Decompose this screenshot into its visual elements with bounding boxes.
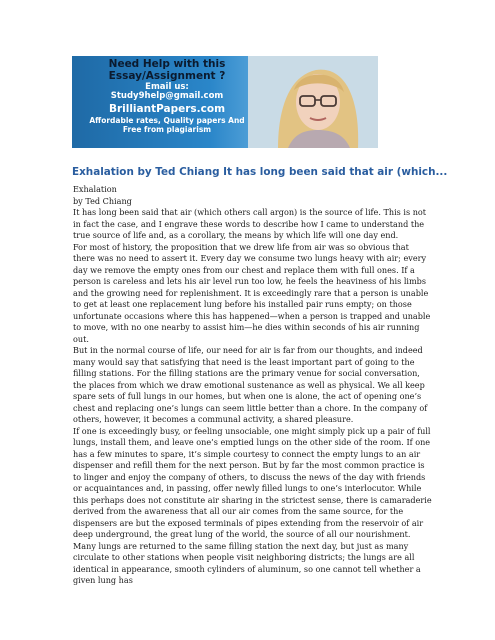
banner-tagline: Affordable rates, Quality papers And Free from plagiarism bbox=[89, 116, 245, 134]
woman-with-glasses-photo bbox=[248, 56, 378, 148]
paragraph: It has long been said that air (which others call argon) is the source of life. This is not in fact the case, and I engrave these words to describe how I came to understand the true source of life and, as a corollary, the means by which life will one day end. bbox=[73, 207, 427, 240]
document-body bbox=[73, 184, 433, 587]
document-title[interactable]: Exhalation by Ted Chiang It has long been said that air (which... bbox=[72, 166, 448, 178]
paragraph: But in the normal course of life, our need for air is far from our thoughts, and indeed many would say that satisfying that need is the least important part of going to the filling stations. For the filling stations are the primary venue for social conversation, the places from which we draw emotional sustenance as well as physical. We all keep spare sets of full lungs in our homes, but when one is alone, the act of opening one’s chest and replacing one’s lungs can seem little better than a chore. In the company of others, however, it becomes a communal activity, a shared pleasure. bbox=[73, 345, 428, 424]
banner-email-label: Email us: bbox=[145, 82, 189, 93]
paragraph: If one is exceedingly busy, or feeling unsociable, one might simply pick up a pair of full lungs, install them, and leave one’s emptied lungs on the other side of the room. If one has a few minutes to spare, it’s simple courtesy to connect the empty lungs to an air dispenser and refill them for the next person. But by far the most common practice is to linger and enjoy the company of others, to discuss the news of the day with friends or acquaintances and, in passing, offer newly filled lungs to one’s interlocutor. While this perhaps does not constitute air sharing in the strictest sense, there is camaraderie derived from the awareness that all our air comes from the same source, for the dispensers are but the exposed terminals of pipes extending from the reservoir of air deep underground, the great lung of the world, the source of all our nourishment. bbox=[73, 425, 432, 539]
banner-site-name: BrilliantPapers.com bbox=[108, 102, 226, 115]
banner-text bbox=[82, 59, 252, 134]
story-author: by Ted Chiang bbox=[73, 195, 132, 206]
paragraph: For most of history, the proposition that we drew life from air was so obvious that there was no need to assert it. Every day we consume two lungs heavy with air; every day we remove the empty ones from our chest and replace them with full ones. If a person is careless and lets his air level run too low, he feels the heaviness of his limbs and the growing need for replenishment. It is exceedingly rare that a person is unable to get at least one replacement lung before his installed pair runs empty; on those unfortunate occasions where this has happened—when a person is trapped and unable to move, with no one nearby to assist him—he dies within seconds of his air running out. bbox=[73, 241, 431, 344]
banner-headline: Need Help with this Essay/Assignment ? bbox=[108, 58, 226, 82]
story-title: Exhalation bbox=[73, 184, 117, 194]
advertisement-banner[interactable] bbox=[72, 56, 378, 148]
banner-email-address: Study9help@gmail.com bbox=[110, 91, 224, 102]
paragraph: Many lungs are returned to the same filling station the next day, but just as many circulate to other stations when people visit neighboring districts; the lungs are all identical in appearance, smooth cylinders of aluminum, so one cannot tell whether a given lung has bbox=[73, 540, 421, 585]
